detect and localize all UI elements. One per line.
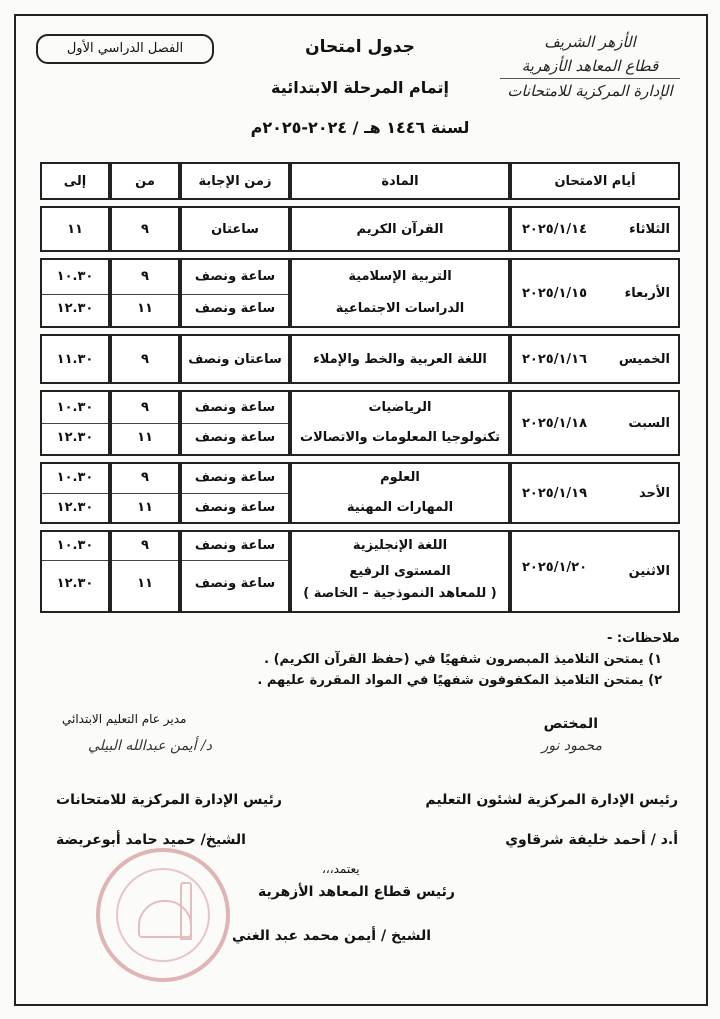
- subject-label: القرآن الكريم: [356, 222, 444, 237]
- to-label: ١٢.٣٠: [56, 430, 94, 445]
- duration-label: ساعة ونصف: [194, 269, 276, 284]
- org-line-2: قطاع المعاهد الأزهرية: [521, 57, 659, 75]
- date-label: ٢٠٢٥/١/٢٠: [522, 560, 588, 575]
- notes-heading: ملاحظات: -: [606, 631, 680, 646]
- from-label: ٩: [141, 222, 149, 237]
- exams-head-title: رئيس الإدارة المركزية للامتحانات: [56, 792, 282, 808]
- day-cell-wednesday: [510, 258, 680, 328]
- sector-head-name: الشيخ / أيمن محمد عبد الغني: [232, 928, 432, 944]
- semester-label: الفصل الدراسي الأول: [36, 34, 214, 64]
- academic-year: لسنة ١٤٤٦ هـ / ٢٠٢٤-٢٠٢٥م: [250, 118, 470, 137]
- approved-label: يعتمد،،،: [322, 862, 360, 876]
- subject-label: تكنولوجيا المعلومات والاتصالات: [300, 430, 500, 445]
- specialist-signature: محمود نور: [541, 738, 602, 754]
- from-label: ١١: [137, 500, 153, 515]
- duration-cell: [180, 206, 290, 252]
- from-cell: [110, 390, 180, 456]
- date-label: ٢٠٢٥/١/١٦: [522, 352, 588, 367]
- from-cell: [110, 462, 180, 524]
- duration-label: ساعة ونصف: [194, 538, 276, 553]
- subject-cell: [290, 462, 510, 524]
- subject-label: اللغة الإنجليزية: [352, 538, 448, 553]
- day-label: الاثنين: [628, 564, 670, 579]
- subject-cell: [290, 206, 510, 252]
- date-label: ٢٠٢٥/١/١٤: [522, 222, 588, 237]
- from-cell: [110, 334, 180, 384]
- day-label: الخميس: [618, 352, 670, 367]
- duration-label: ساعة ونصف: [194, 301, 276, 316]
- sector-head-title: رئيس قطاع المعاهد الأزهرية: [258, 884, 455, 900]
- duration-label: ساعة ونصف: [194, 430, 276, 445]
- to-label: ١٢.٣٠: [56, 301, 94, 316]
- subject-label: اللغة العربية والخط والإملاء: [313, 352, 487, 367]
- education-head-title: رئيس الإدارة المركزية لشئون التعليم: [425, 792, 678, 808]
- title-block: [230, 34, 490, 140]
- to-label: ١٠.٣٠: [56, 538, 94, 553]
- note-item: ٢) يمتحن التلاميذ المكفوفون شفهيًا في المواد المقررة عليهم .: [257, 673, 662, 688]
- from-label: ١١: [137, 301, 153, 316]
- subject-cell: [290, 390, 510, 456]
- day-cell-tuesday: [510, 206, 680, 252]
- header-subject: المادة: [290, 162, 510, 200]
- day-cell-thursday: [510, 334, 680, 384]
- duration-label: ساعة ونصف: [194, 576, 276, 591]
- exams-head-name: الشيخ/ حميد حامد أبوعريضة: [56, 832, 246, 848]
- subject-cell: [290, 530, 510, 613]
- to-cell: [40, 390, 110, 456]
- duration-cell: [180, 462, 290, 524]
- day-label: الأحد: [638, 486, 670, 501]
- note-item: ١) يمتحن التلاميذ المبصرون شفهيًا في (حفظ القرآن الكريم) .: [264, 652, 662, 667]
- header-day: أيام الامتحان: [510, 162, 680, 200]
- exam-table: [40, 162, 680, 613]
- day-cell-monday: [510, 530, 680, 613]
- subject-note: ( للمعاهد النموذجية – الخاصة ): [303, 586, 497, 601]
- from-label: ١١: [137, 576, 153, 591]
- to-cell: [40, 258, 110, 328]
- subject-label: الدراسات الاجتماعية: [335, 301, 465, 316]
- page-subtitle: إتمام المرحلة الابتدائية: [271, 78, 449, 97]
- subject-label: الرياضيات: [368, 400, 432, 415]
- day-label: السبت: [628, 416, 670, 431]
- header-from: من: [110, 162, 180, 200]
- primary-manager-title: مدير عام التعليم الابتدائي: [62, 712, 187, 726]
- organization-header: [490, 30, 690, 103]
- day-label: الثلاثاء: [629, 222, 670, 237]
- date-label: ٢٠٢٥/١/١٥: [522, 286, 588, 301]
- to-label: ١٢.٣٠: [56, 576, 94, 591]
- to-cell: [40, 206, 110, 252]
- day-cell-sunday: [510, 462, 680, 524]
- to-label: ١٠.٣٠: [56, 400, 94, 415]
- to-label: ١٠.٣٠: [56, 269, 94, 284]
- day-cell-saturday: [510, 390, 680, 456]
- to-label: ١١.٣٠: [56, 352, 94, 367]
- subject-label: التربية الإسلامية: [348, 269, 452, 284]
- subject-label: المستوى الرفيع: [349, 564, 451, 579]
- from-cell: [110, 258, 180, 328]
- date-label: ٢٠٢٥/١/١٨: [522, 416, 588, 431]
- subject-label: العلوم: [380, 470, 420, 485]
- duration-label: ساعتان ونصف: [188, 352, 282, 367]
- from-label: ١١: [137, 430, 153, 445]
- from-label: ٩: [141, 269, 149, 284]
- to-cell: [40, 530, 110, 613]
- from-label: ٩: [141, 400, 149, 415]
- subject-label: المهارات المهنية: [346, 500, 454, 515]
- from-label: ٩: [141, 470, 149, 485]
- duration-label: ساعة ونصف: [194, 470, 276, 485]
- from-label: ٩: [141, 352, 149, 367]
- date-label: ٢٠٢٥/١/١٩: [522, 486, 588, 501]
- day-label: الأربعاء: [624, 286, 670, 301]
- duration-cell: [180, 390, 290, 456]
- to-label: ١١: [67, 222, 83, 237]
- to-label: ١٠.٣٠: [56, 470, 94, 485]
- subject-cell: [290, 258, 510, 328]
- primary-manager-signature: د/ أيمن عبدالله البيلي: [88, 738, 212, 754]
- official-seal-stamp: [96, 848, 230, 982]
- to-cell: [40, 462, 110, 524]
- duration-label: ساعة ونصف: [194, 400, 276, 415]
- notes-section: [40, 628, 680, 691]
- duration-cell: [180, 530, 290, 613]
- duration-label: ساعتان: [211, 222, 259, 237]
- org-line-1: الأزهر الشريف: [544, 33, 636, 51]
- duration-cell: [180, 258, 290, 328]
- duration-cell: [180, 334, 290, 384]
- org-line-3: الإدارة المركزية للامتحانات: [507, 82, 673, 100]
- from-cell: [110, 530, 180, 613]
- specialist-title: المختص: [543, 716, 598, 732]
- education-head-name: أ.د / أحمد خليفة شرقاوي: [505, 832, 678, 848]
- header-to: إلى: [40, 162, 110, 200]
- subject-cell: [290, 334, 510, 384]
- duration-label: ساعة ونصف: [194, 500, 276, 515]
- from-cell: [110, 206, 180, 252]
- from-label: ٩: [141, 538, 149, 553]
- to-label: ١٢.٣٠: [56, 500, 94, 515]
- header-duration: زمن الإجابة: [180, 162, 290, 200]
- to-cell: [40, 334, 110, 384]
- page-title: جدول امتحان: [305, 37, 415, 57]
